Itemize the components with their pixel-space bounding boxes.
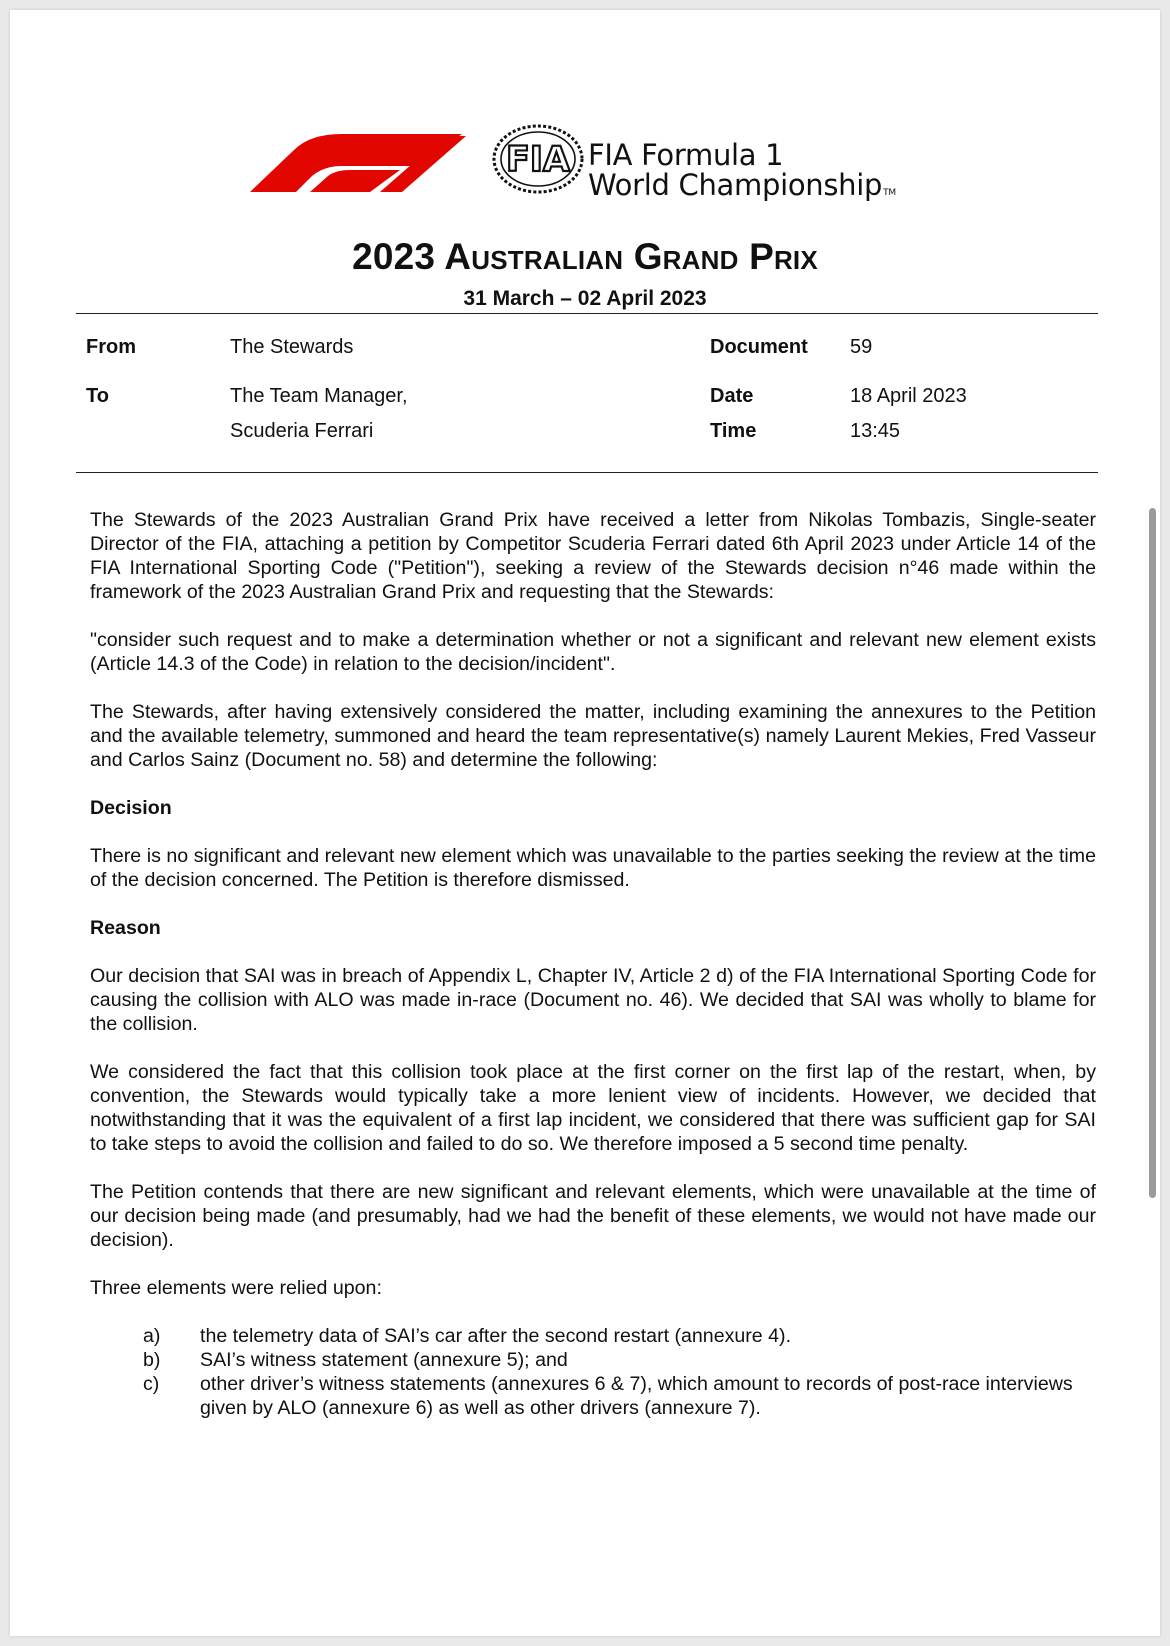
svg-text:FIA: FIA	[505, 140, 571, 180]
reason-heading: Reason	[90, 917, 161, 939]
document-page	[10, 10, 1160, 1636]
consideration-paragraph: The Stewards, after having extensively considered the matter, including examining the annexures to the Petition and the available telemetry, summoned and heard the team representative(s) namely Laurent Mekies, Fred Vasseur and Carlos Sainz (Document no. 58) and determine the following:	[90, 701, 1096, 771]
header-divider	[76, 313, 1098, 314]
f1-logo-icon	[250, 132, 470, 194]
time-value: 13:45	[850, 420, 901, 442]
time-label: Time	[710, 420, 757, 442]
decision-text: There is no significant and relevant new element which was unavailable to the parties seeking the review at the time of the decision concerned. The Petition is therefore dismissed.	[90, 845, 1096, 891]
list-item	[90, 1324, 1096, 1348]
intro-paragraph: The Stewards of the 2023 Australian Grand Prix have received a letter from Nikolas Tombazis, Single-seater Director of the FIA, attaching a petition by Competitor Scuderia Ferrari dated 6th April 2023 under Article 14 of the FIA International Sporting Code ("Petition"), seeking a review of the Stewards decision n°46 made within the framework of the 2023 Australian Grand Prix and requesting that the Stewards:	[90, 509, 1096, 603]
list-marker: b)	[143, 1349, 161, 1371]
document-label: Document	[710, 336, 808, 358]
from-label: From	[86, 336, 136, 358]
event-title: 2023 Australian Grand Prix	[352, 236, 818, 277]
header-logo	[250, 122, 950, 212]
championship-line-1: FIA Formula 1	[588, 138, 784, 172]
list-item	[90, 1372, 1096, 1420]
from-value: The Stewards	[230, 336, 354, 358]
list-item-text: the telemetry data of SAI’s car after the second restart (annexure 4).	[200, 1325, 792, 1347]
document-body	[90, 508, 1096, 1420]
trademark: TM	[883, 188, 896, 198]
list-marker: c)	[143, 1373, 160, 1395]
date-value: 18 April 2023	[850, 385, 967, 407]
list-item	[90, 1348, 1096, 1372]
fia-seal-icon	[490, 122, 586, 196]
decision-heading: Decision	[90, 797, 172, 819]
list-item-text: other driver’s witness statements (annexures 6 & 7), which amount to records of post-race interviews given by ALO (annexure 6) as well as other drivers (annexure 7).	[200, 1373, 1073, 1419]
to-value-line-1: The Team Manager,	[230, 385, 408, 407]
reason-paragraph-2: We considered the fact that this collision took place at the first corner on the first lap of the restart, when, by convention, the Stewards would typically take a more lenient view of incidents. However, we decided that notwithstanding that it was the equivalent of a first lap incident, we considered that there was sufficient gap for SAI to take steps to avoid the collision and failed to do so. We therefore imposed a 5 second time penalty.	[90, 1061, 1096, 1155]
championship-line-2: World ChampionshipTM	[588, 168, 896, 202]
scrollbar-thumb[interactable]	[1149, 508, 1156, 1198]
to-label: To	[86, 385, 109, 407]
document-value: 59	[850, 336, 873, 358]
elements-list	[90, 1324, 1096, 1420]
date-label: Date	[710, 385, 754, 407]
to-value-line-2: Scuderia Ferrari	[230, 420, 374, 442]
list-item-text: SAI’s witness statement (annexure 5); and	[200, 1349, 568, 1371]
meta-divider	[76, 472, 1098, 473]
list-marker: a)	[143, 1325, 161, 1347]
event-dates: 31 March – 02 April 2023	[463, 287, 707, 310]
reason-paragraph-3: The Petition contends that there are new significant and relevant elements, which were unavailable at the time of our decision being made (and presumably, had we had the benefit of these elements, we would not have made our decision).	[90, 1181, 1096, 1251]
championship-name	[588, 140, 896, 208]
reason-paragraph-1: Our decision that SAI was in breach of Appendix L, Chapter IV, Article 2 d) of the FIA International Sporting Code for causing the collision with ALO was made in-race (Document no. 46). We decided that SAI was wholly to blame for the collision.	[90, 965, 1096, 1035]
elements-intro: Three elements were relied upon:	[90, 1277, 382, 1299]
quoted-request: "consider such request and to make a determination whether or not a significant and relevant new element exists (Article 14.3 of the Code) in relation to the decision/incident".	[90, 629, 1096, 675]
